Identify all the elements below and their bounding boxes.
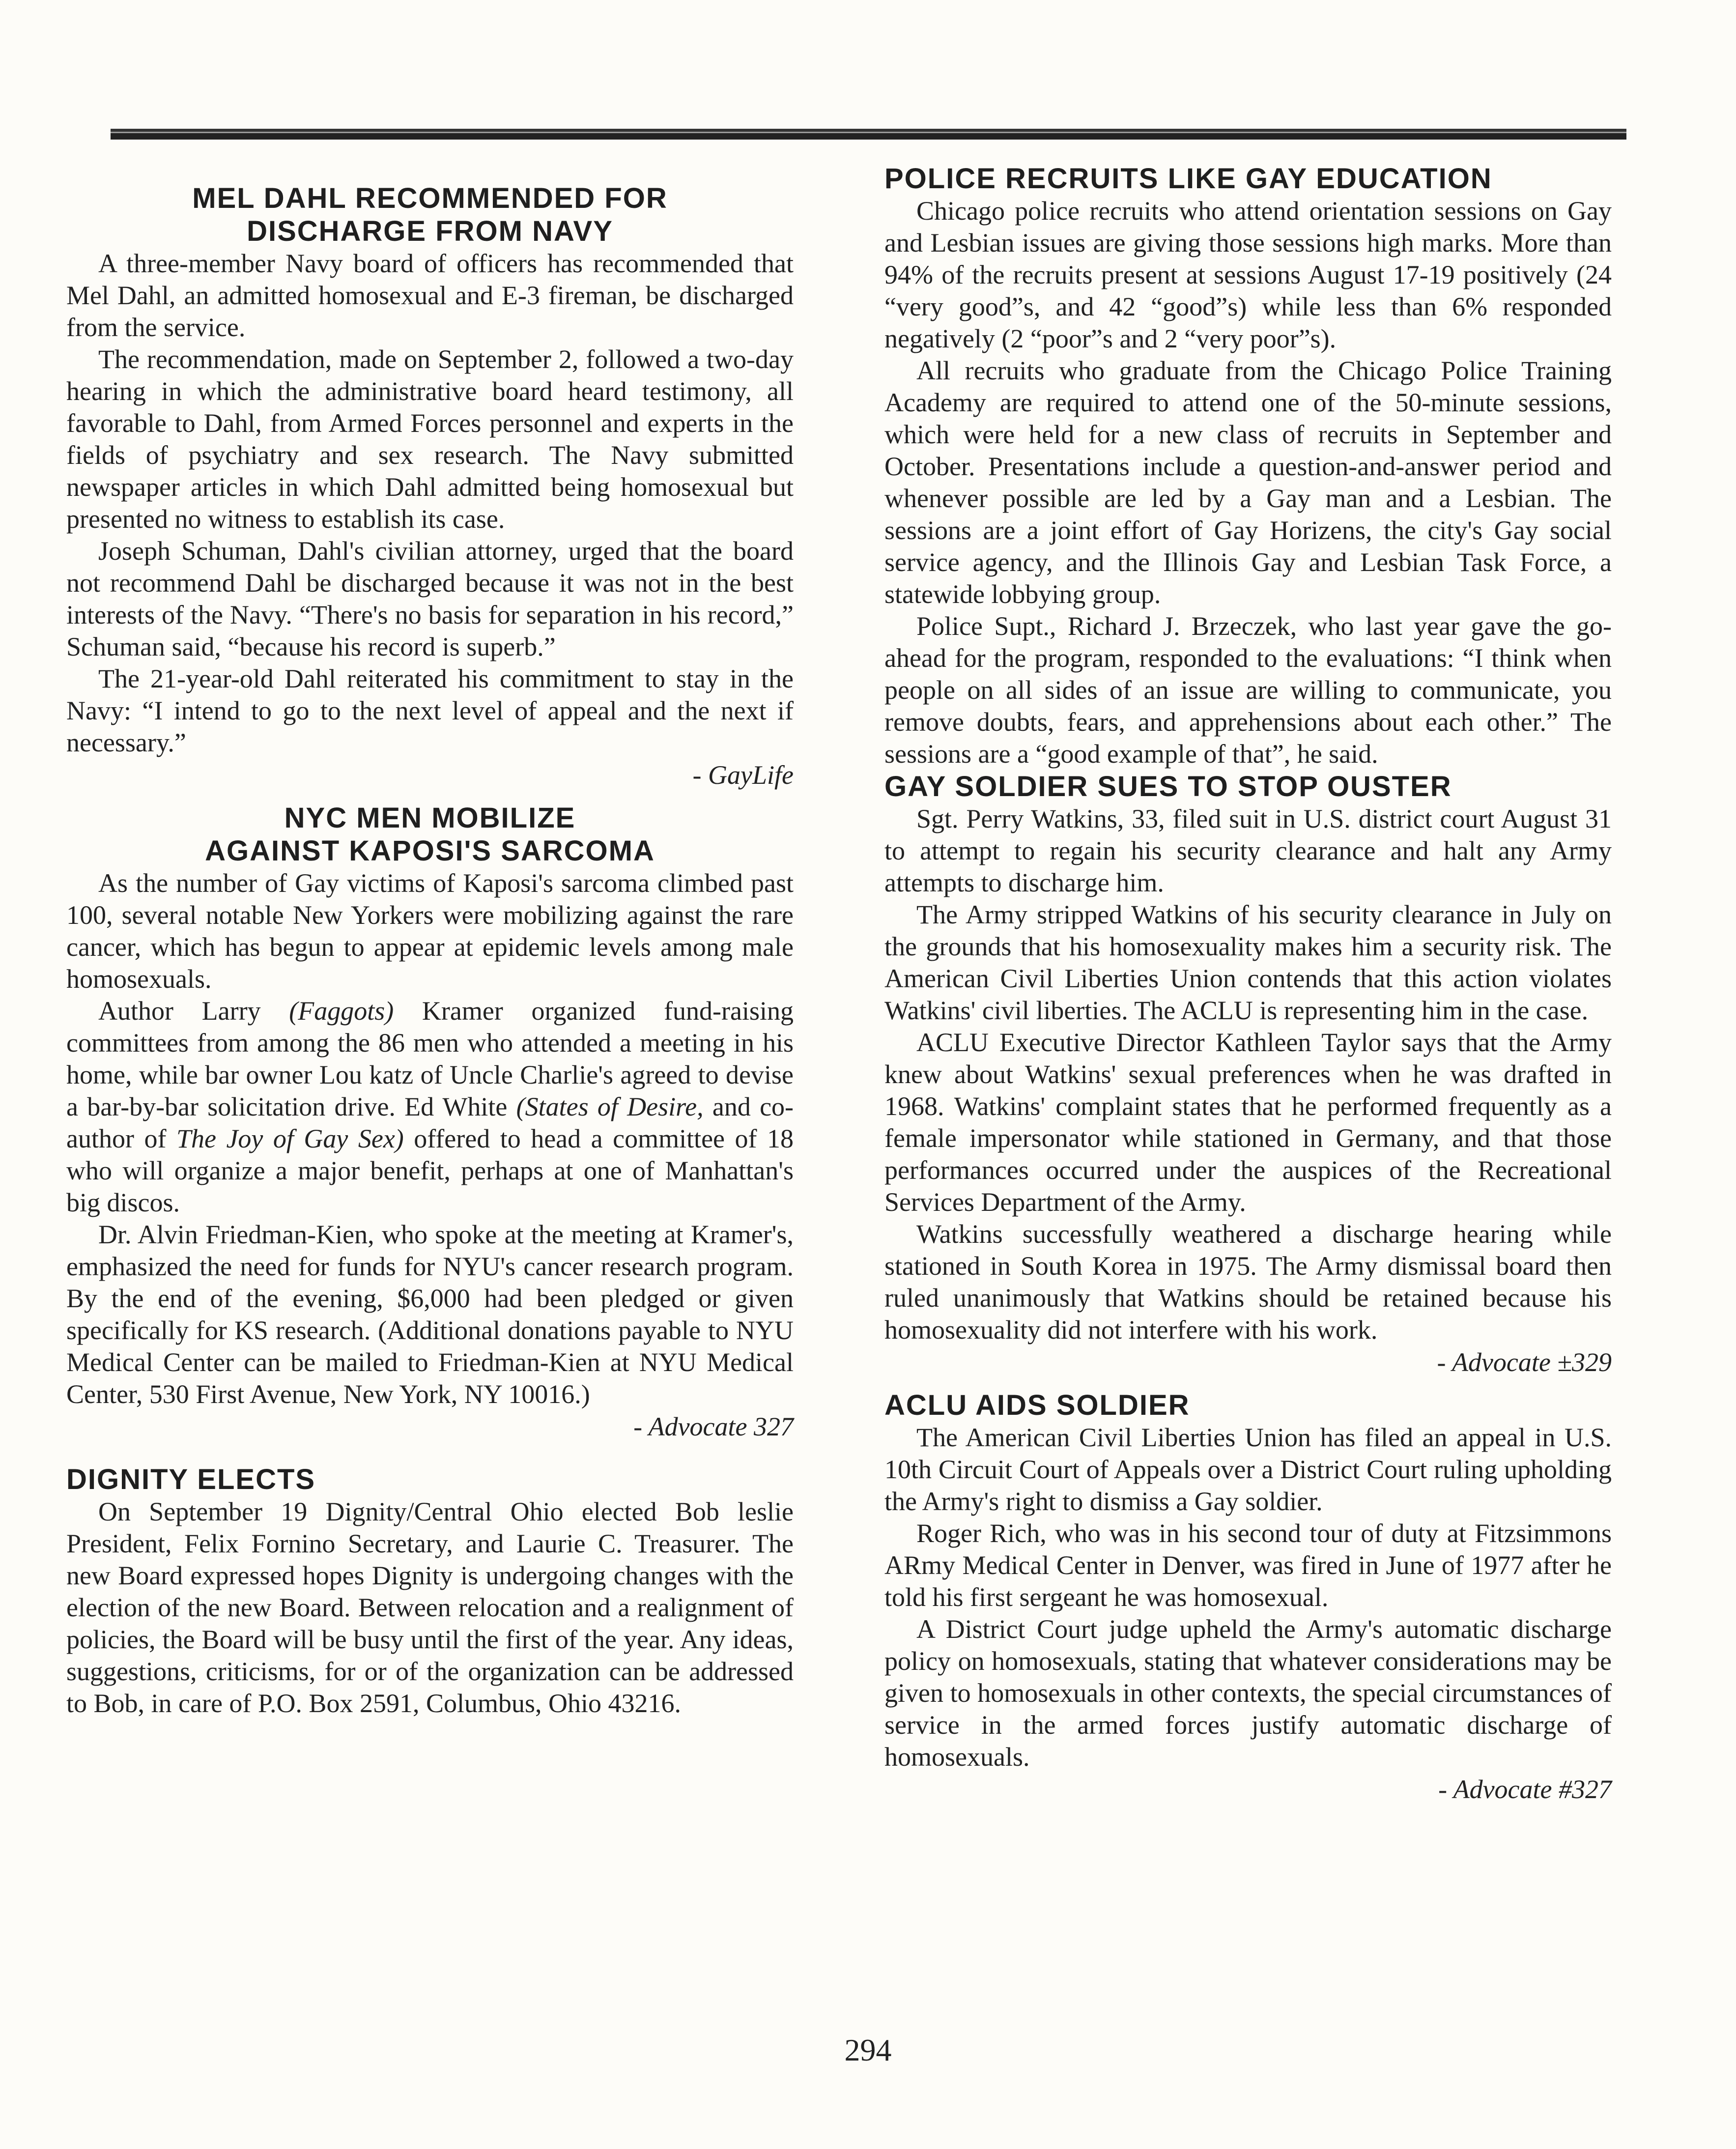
article-police-recruits (884, 162, 1612, 770)
text-run: Author Larry (98, 996, 289, 1026)
article-aclu-soldier (884, 1389, 1612, 1806)
paragraph: Joseph Schuman, Dahl's civilian attorney, urged that the board not recommend Dahl be discharged because it was not in the best interests of the Navy. “There's no basis for separation in his record,” Schuman said, “because his record is superb.” (66, 536, 794, 661)
paragraph: The 21-year-old Dahl reiterated his commitment to stay in the Navy: “I intend to go to the next level of appeal and the next if necessary.” (66, 664, 794, 757)
text-run: offered to head a committee of 18 who will organize a major benefit, perhaps at one of Manhattan's big discos. (66, 1124, 794, 1217)
text-run: and co-author of (66, 1092, 794, 1153)
paragraph: A District Court judge upheld the Army's automatic discharge policy on homosexuals, stating that whatever considerations may be given to homosexuals in other contexts, the special circumstances of service in the armed forces justify automatic discharge of homosexuals. (884, 1614, 1612, 1772)
article-dignity (66, 1463, 794, 1719)
left-column (66, 162, 794, 1719)
headline-gay-soldier: GAY SOLDIER SUES TO STOP OUSTER (884, 771, 1452, 802)
paragraph: On September 19 Dignity/Central Ohio elected Bob leslie President, Felix Fornino Secretary, and Laurie C. Treasurer. The new Board expressed hopes Dignity is undergoing changes with the election of the new Board. Between relocation and a realignment of policies, the Board will be busy until the first of the year. Any ideas, suggestions, criticisms, for or of the organization can be addressed to Bob, in care of P.O. Box 2591, Columbus, Ohio 43216. (66, 1497, 794, 1718)
italic-title: The Joy of Gay Sex) (176, 1124, 404, 1153)
paragraph: Sgt. Perry Watkins, 33, filed suit in U.S. district court August 31 to attempt to regain his security clearance and halt any Army attempts to discharge him. (884, 804, 1612, 897)
source-credit: - Advocate ±329 (1437, 1347, 1612, 1377)
italic-title: (Faggots) (289, 996, 394, 1026)
text-run: Kramer organized fund-raising committees from among the 86 men who attended a meeting in his home, while bar owner Lou katz of Uncle Charlie's agreed to devise a bar-by-bar solicitation drive. Ed White (66, 996, 794, 1121)
source-credit: - GayLife (692, 760, 794, 790)
paragraph: Police Supt., Richard J. Brzeczek, who last year gave the go-ahead for the program, responded to the evaluations: “I think when people on all sides of an issue are willing to communicate, you remove doubts, fears, and apprehensions about each other.” The sessions are a “good example of that”, he said. (884, 611, 1612, 769)
paragraph: The Army stripped Watkins of his security clearance in July on the grounds that his homosexuality makes him a security risk. The American Civil Liberties Union contends that this action violates Watkins' civil liberties. The ACLU is representing him in the case. (884, 900, 1612, 1025)
paragraph: The American Civil Liberties Union has filed an appeal in U.S. 10th Circuit Court of Appeals over a District Court ruling upholding the Army's right to dismiss a Gay soldier. (884, 1423, 1612, 1516)
headline-dignity: DIGNITY ELECTS (66, 1463, 316, 1495)
paragraph: All recruits who graduate from the Chicago Police Training Academy are required to attend one of the 50-minute sessions, which were held for a new class of recruits in September and October. Presentations include a question-and-answer period and whenever possible are led by a Gay man and a Lesbian. The sessions are a joint effort of Gay Horizens, the city's Gay social service agency, and the Illinois Gay and Lesbian Task Force, a statewide lobbying group. (884, 356, 1612, 609)
headline-mel-dahl (66, 182, 794, 248)
right-column (884, 162, 1612, 1806)
italic-title: (States of Desire, (516, 1092, 704, 1121)
paragraph: A three-member Navy board of officers has recommended that Mel Dahl, an admitted homosexual and E-3 fireman, be discharged from the service. (66, 249, 794, 342)
article-gay-soldier (884, 770, 1612, 1379)
headline-aclu-soldier: ACLU AIDS SOLDIER (884, 1389, 1190, 1421)
headline-line: DISCHARGE FROM NAVY (247, 215, 613, 247)
top-rule (111, 129, 1626, 140)
paragraph: Watkins successfully weathered a discharge hearing while stationed in South Korea in 1975. The Army dismissal board then ruled unanimously that Watkins should be retained because his homosexuality did not interfere with his work. (884, 1219, 1612, 1345)
headline-line: MEL DAHL RECOMMENDED FOR (192, 182, 668, 214)
page-number: 294 (844, 2033, 892, 2067)
headline-line: NYC MEN MOBILIZE (284, 802, 576, 834)
source-credit: - Advocate #327 (1438, 1775, 1612, 1804)
paragraph: ACLU Executive Director Kathleen Taylor says that the Army knew about Watkins' sexual preferences when he was drafted in 1968. Watkins' complaint states that he performed frequently as a female impersonator while stationed in Germany, and that those performances occurred under the auspices of the Recreational Services Department of the Army. (884, 1028, 1612, 1217)
source-credit: - Advocate 327 (633, 1412, 794, 1441)
article-kaposi (66, 802, 794, 1443)
headline-line: AGAINST KAPOSI'S SARCOMA (205, 835, 655, 867)
paragraph: Roger Rich, who was in his second tour of duty at Fitzsimmons ARmy Medical Center in Denver, was fired in June of 1977 after he told his first sergeant he was homosexual. (884, 1519, 1612, 1612)
paragraph: The recommendation, made on September 2, followed a two-day hearing in which the administrative board heard testimony, all favorable to Dahl, from Armed Forces personnel and experts in the fields of psychiatry and sex research. The Navy submitted newspaper articles in which Dahl admitted being homosexual but presented no witness to establish its case. (66, 344, 794, 534)
paragraph (66, 995, 794, 1219)
paragraph: As the number of Gay victims of Kaposi's sarcoma climbed past 100, several notable New Yorkers were mobilizing against the rare cancer, which has begun to appear at epidemic levels among male homosexuals. (66, 868, 794, 994)
headline-kaposi (66, 802, 794, 867)
headline-police-recruits: POLICE RECRUITS LIKE GAY EDUCATION (884, 163, 1492, 195)
paragraph: Chicago police recruits who attend orientation sessions on Gay and Lesbian issues are giving those sessions high marks. More than 94% of the recruits present at sessions August 17-19 positively (24 “very good”s, and 42 “good”s) while less than 6% responded negatively (2 “poor”s and 2 “very poor”s). (884, 196, 1612, 353)
paragraph: Dr. Alvin Friedman-Kien, who spoke at the meeting at Kramer's, emphasized the need for funds for NYU's cancer research program. By the end of the evening, $6,000 had been pledged or given specifically for KS research. (Additional donations payable to NYU Medical Center can be mailed to Friedman-Kien at NYU Medical Center, 530 First Avenue, New York, NY 10016.) (66, 1220, 794, 1409)
article-mel-dahl (66, 182, 794, 792)
